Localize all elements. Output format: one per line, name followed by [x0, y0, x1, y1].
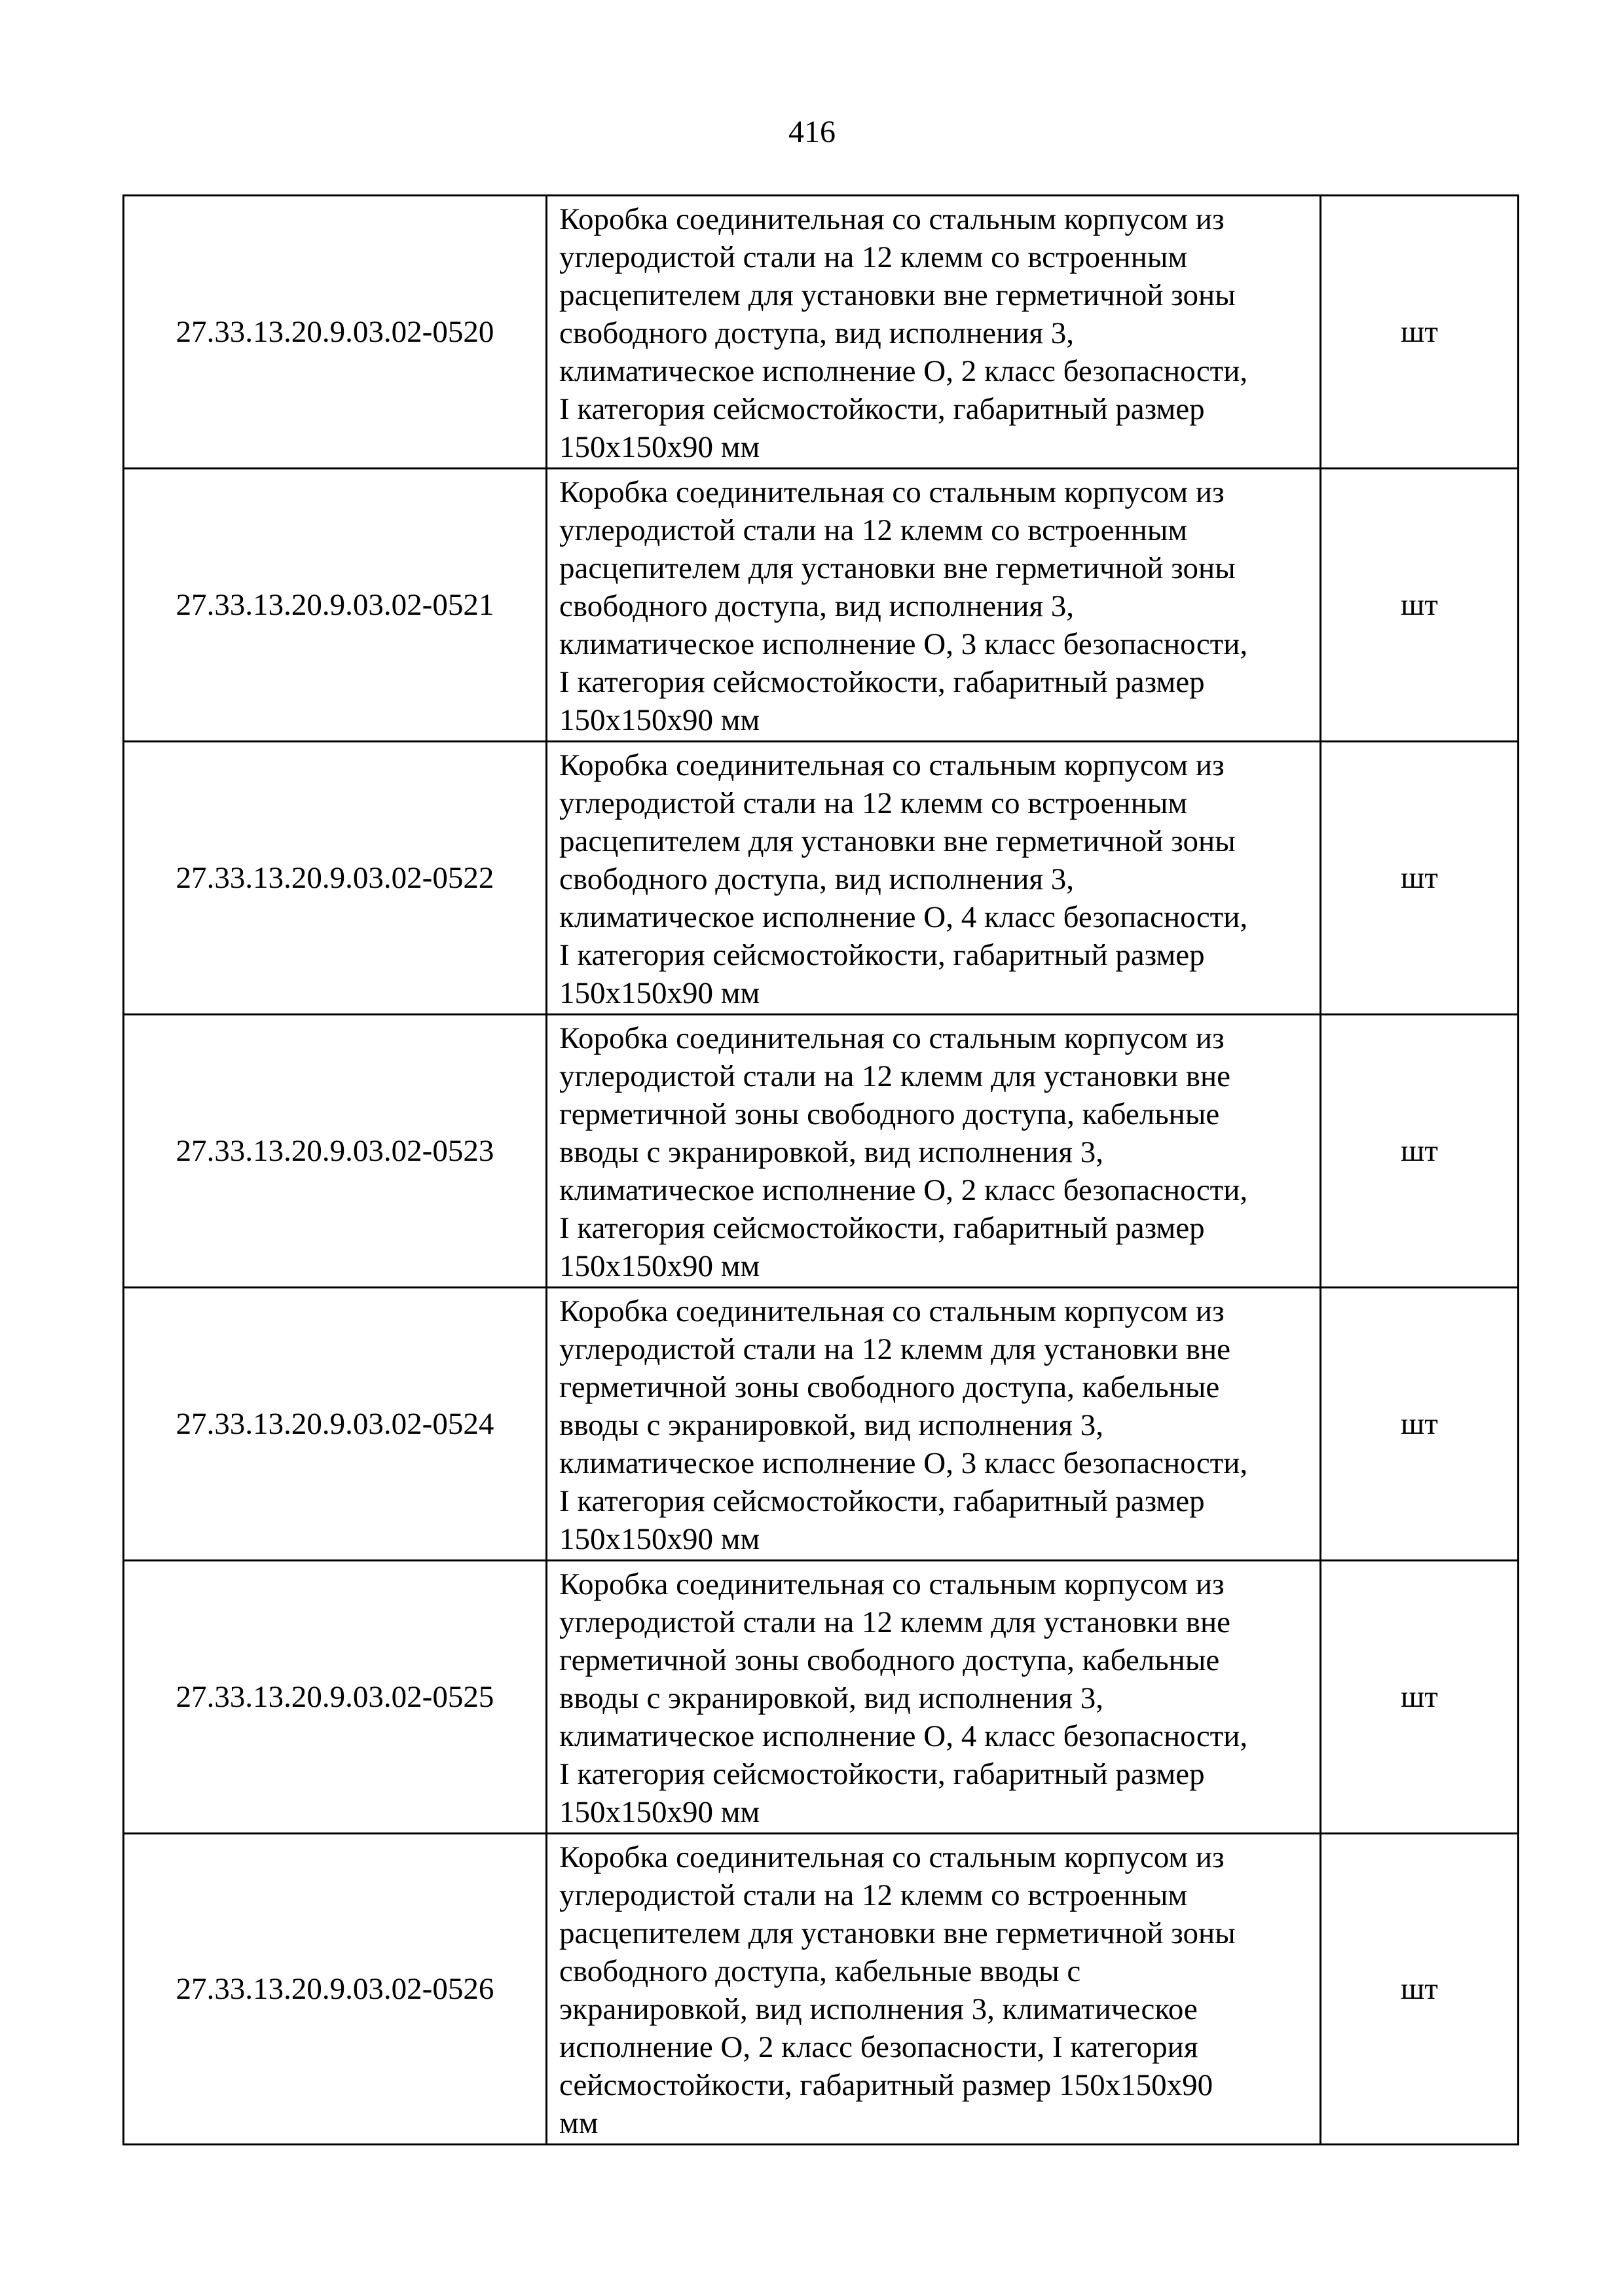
description-line: свободного доступа, кабельные вводы с: [559, 1954, 1081, 1988]
description-line: мм: [559, 2106, 599, 2140]
description-line: сейсмостойкости, габаритный размер 150х150х90: [559, 2068, 1213, 2102]
resource-code-cell: 27.33.13.20.9.03.02-0520: [124, 196, 547, 469]
description-line: I категория сейсмостойкости, габаритный размер: [559, 665, 1205, 699]
resource-code-cell: 27.33.13.20.9.03.02-0522: [124, 742, 547, 1015]
resource-code-cell: 27.33.13.20.9.03.02-0526: [124, 1834, 547, 2145]
description-line: 150х150х90 мм: [559, 976, 760, 1010]
description-line: Коробка соединительная со стальным корпусом из: [559, 1294, 1225, 1328]
resource-description-cell: [547, 196, 1321, 469]
description-line: климатическое исполнение О, 3 класс безопасности,: [559, 1446, 1248, 1480]
table-row: [124, 1834, 1519, 2145]
description-line: экранировкой, вид исполнения 3, климатическое: [559, 1992, 1198, 2026]
resource-code-cell: 27.33.13.20.9.03.02-0524: [124, 1288, 547, 1561]
description-line: углеродистой стали на 12 клемм со встроенным: [559, 1878, 1188, 1912]
description-line: расцепителем для установки вне герметичной зоны: [559, 824, 1236, 858]
description-line: климатическое исполнение О, 4 класс безопасности,: [559, 1719, 1248, 1753]
description-line: 150х150х90 мм: [559, 430, 760, 464]
description-line: I категория сейсмостойкости, габаритный размер: [559, 1757, 1205, 1791]
table-row: [124, 1561, 1519, 1834]
resource-table: [122, 194, 1519, 2145]
resource-description-cell: [547, 1288, 1321, 1561]
unit-cell: шт: [1321, 469, 1519, 742]
description-line: вводы с экранировкой, вид исполнения 3,: [559, 1135, 1103, 1169]
resource-code-cell: 27.33.13.20.9.03.02-0521: [124, 469, 547, 742]
description-line: свободного доступа, вид исполнения 3,: [559, 862, 1075, 896]
description-line: вводы с экранировкой, вид исполнения 3,: [559, 1681, 1103, 1715]
description-line: углеродистой стали на 12 клемм для установки вне: [559, 1332, 1230, 1366]
description-line: климатическое исполнение О, 2 класс безопасности,: [559, 1173, 1248, 1207]
description-line: исполнение О, 2 класс безопасности, I категория: [559, 2030, 1198, 2064]
unit-cell: шт: [1321, 1834, 1519, 2145]
resource-code-cell: 27.33.13.20.9.03.02-0525: [124, 1561, 547, 1834]
description-line: Коробка соединительная со стальным корпусом из: [559, 475, 1225, 509]
table-row: [124, 742, 1519, 1015]
resource-description-cell: [547, 1561, 1321, 1834]
description-line: герметичной зоны свободного доступа, кабельные: [559, 1643, 1220, 1677]
description-line: герметичной зоны свободного доступа, кабельные: [559, 1097, 1220, 1131]
unit-cell: шт: [1321, 196, 1519, 469]
description-line: герметичной зоны свободного доступа, кабельные: [559, 1370, 1220, 1404]
description-line: вводы с экранировкой, вид исполнения 3,: [559, 1408, 1103, 1442]
description-line: климатическое исполнение О, 3 класс безопасности,: [559, 627, 1248, 661]
table-row: [124, 196, 1519, 469]
description-line: углеродистой стали на 12 клемм со встроенным: [559, 786, 1188, 820]
resource-description-cell: [547, 1015, 1321, 1288]
page-number: 416: [788, 115, 836, 149]
description-line: 150х150х90 мм: [559, 1522, 760, 1556]
description-line: климатическое исполнение О, 2 класс безопасности,: [559, 354, 1248, 388]
unit-cell: шт: [1321, 1288, 1519, 1561]
description-line: Коробка соединительная со стальным корпусом из: [559, 748, 1225, 782]
table-row: [124, 469, 1519, 742]
description-line: 150х150х90 мм: [559, 1795, 760, 1829]
description-line: I категория сейсмостойкости, габаритный размер: [559, 1211, 1205, 1245]
unit-cell: шт: [1321, 1015, 1519, 1288]
description-line: свободного доступа, вид исполнения 3,: [559, 316, 1075, 350]
description-line: расцепителем для установки вне герметичной зоны: [559, 278, 1236, 312]
resource-description-cell: [547, 469, 1321, 742]
resource-description-cell: [547, 1834, 1321, 2145]
table-row: [124, 1015, 1519, 1288]
resource-code-cell: 27.33.13.20.9.03.02-0523: [124, 1015, 547, 1288]
description-line: углеродистой стали на 12 клемм со встроенным: [559, 513, 1188, 547]
description-line: Коробка соединительная со стальным корпусом из: [559, 1021, 1225, 1055]
description-line: расцепителем для установки вне герметичной зоны: [559, 551, 1236, 585]
resource-description-cell: [547, 742, 1321, 1015]
unit-cell: шт: [1321, 742, 1519, 1015]
unit-cell: шт: [1321, 1561, 1519, 1834]
description-line: I категория сейсмостойкости, габаритный размер: [559, 1484, 1205, 1518]
description-line: Коробка соединительная со стальным корпусом из: [559, 202, 1225, 236]
description-line: I категория сейсмостойкости, габаритный размер: [559, 392, 1205, 426]
description-line: Коробка соединительная со стальным корпусом из: [559, 1840, 1225, 1874]
description-line: углеродистой стали на 12 клемм со встроенным: [559, 240, 1188, 274]
description-line: 150х150х90 мм: [559, 703, 760, 737]
description-line: климатическое исполнение О, 4 класс безопасности,: [559, 900, 1248, 934]
table-row: [124, 1288, 1519, 1561]
description-line: 150х150х90 мм: [559, 1249, 760, 1283]
description-line: расцепителем для установки вне герметичной зоны: [559, 1916, 1236, 1950]
description-line: углеродистой стали на 12 клемм для установки вне: [559, 1059, 1230, 1093]
description-line: Коробка соединительная со стальным корпусом из: [559, 1567, 1225, 1601]
description-line: углеродистой стали на 12 клемм для установки вне: [559, 1605, 1230, 1639]
resource-table-body: [124, 196, 1519, 2145]
description-line: свободного доступа, вид исполнения 3,: [559, 589, 1075, 623]
description-line: I категория сейсмостойкости, габаритный размер: [559, 938, 1205, 972]
